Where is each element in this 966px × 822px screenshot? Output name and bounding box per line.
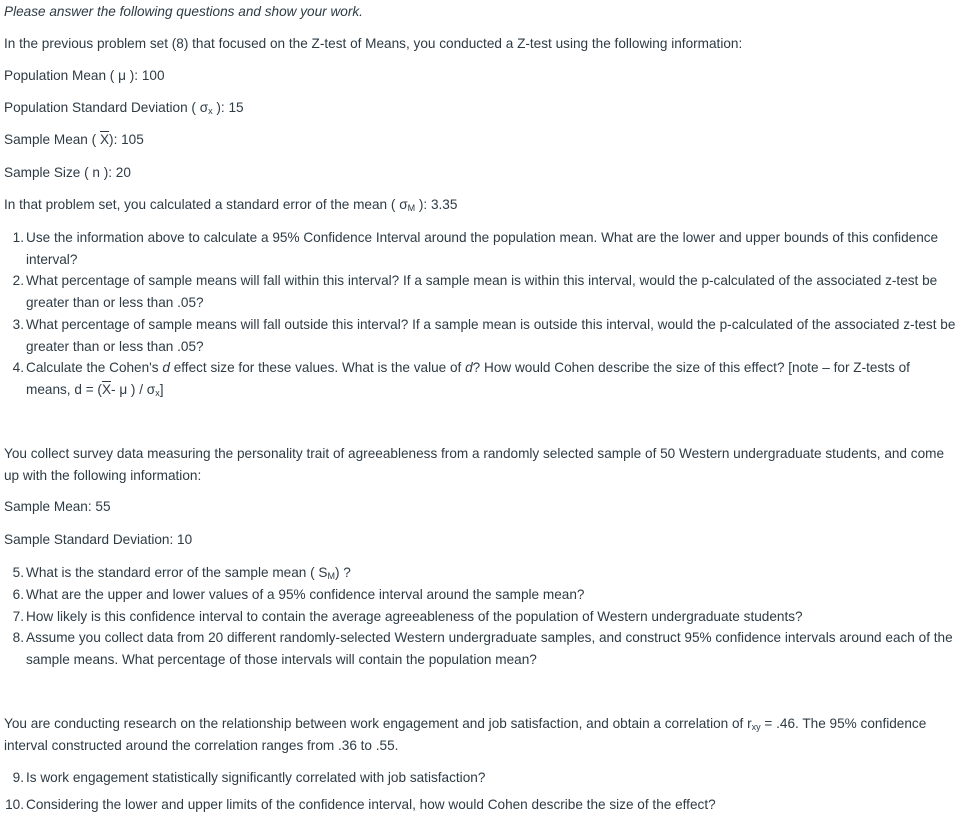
- sample-mean-line: Sample Mean ( $\overline{X}$): 105: [4, 132, 144, 147]
- sample-mean-55: Sample Mean: 55: [4, 499, 111, 514]
- question-9: 9. Is work engagement statistically significantly correlated with job satisfaction?: [12, 770, 486, 785]
- population-mean-line: Population Mean ( μ ): 100: [4, 68, 165, 83]
- section3-lead: You are conducting research on the relationship between work engagement and job satisfaction, and obtain a correlation of $r_{xy} = .46$. The 95% confidence interval constructed around the correlation ranges from .36 to .55.: [4, 716, 927, 753]
- question-5: 5. What is the standard error of the sample mean ( $S_M$) ?: [12, 565, 351, 581]
- question-10: 10. Considering the lower and upper limits of the confidence interval, how would Cohen describe the size of the effect?: [5, 797, 716, 812]
- question-7: 7. How likely is this confidence interval to contain the average agreeableness of the population of Western undergraduate students?: [12, 609, 803, 624]
- sample-size-line: Sample Size ( n ): 20: [4, 165, 131, 180]
- question-8: 8. Assume you collect data from 20 different randomly-selected Western undergraduate samples, and construct 95% confidence intervals around each of the sample means. What percentage of those intervals will contain the population mean?: [12, 630, 953, 667]
- question-3: 3. What percentage of sample means will fall outside this interval? If a sample mean is outside this interval, would the p-calculated of the associated z-test be greater than or less than .05?: [12, 317, 956, 354]
- section2-lead: You collect survey data measuring the personality trait of agreeableness from a randomly selected sample of 50 Western undergraduate students, and come up with the following information:: [4, 446, 945, 483]
- question-4: 4. Calculate the Cohen's d effect size for these values. What is the value of d? How would Cohen describe the size of this effect? [note – for Z-tests of means, $d = (\overline{X}-$ μ ) / $\sigma_x$]: [12, 360, 910, 398]
- question-2: 2. What percentage of sample means will fall within this interval? If a sample mean is within this interval, would the p-calculated of the associated z-test be greater than or less than .05?: [12, 273, 938, 310]
- instructions-text: Please answer the following questions and show your work.: [4, 4, 363, 19]
- question-1: 1. Use the information above to calculate a 95% Confidence Interval around the population mean. What are the lower and upper bounds of this confidence interval?: [12, 230, 939, 267]
- sample-sd-10: Sample Standard Deviation: 10: [4, 532, 193, 547]
- section1-lead: In the previous problem set (8) that focused on the Z-test of Means, you conducted a Z-test using the following information:: [4, 36, 743, 51]
- question-6: 6. What are the upper and lower values of a 95% confidence interval around the sample mean?: [12, 587, 585, 602]
- standard-error-line: In that problem set, you calculated a standard error of the mean ( $\sigma_M$ ): 3.35: [4, 197, 458, 213]
- population-sd-line: Population Standard Deviation ( $\sigma_x$ ): 15: [4, 100, 244, 116]
